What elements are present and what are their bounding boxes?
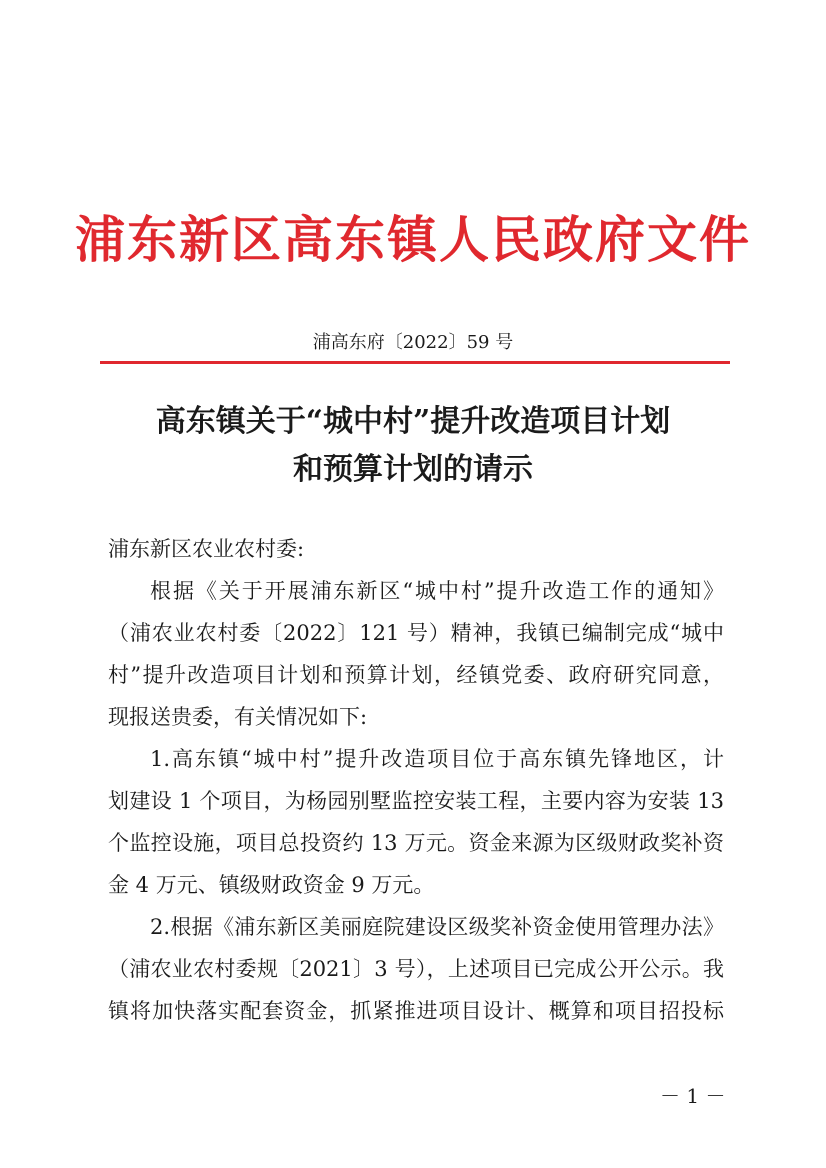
paragraph-line: 1.高东镇“城中村”提升改造项目位于高东镇先锋地区，计 bbox=[150, 747, 724, 771]
page-number: － 1 － bbox=[660, 1084, 726, 1108]
document-title-line-2: 和预算计划的请示 bbox=[293, 452, 533, 487]
paragraph-line: 个监控设施，项目总投资约 13 万元。资金来源为区级财政奖补资 bbox=[108, 831, 724, 855]
paragraph-line: 划建设 1 个项目，为杨园别墅监控安装工程，主要内容为安装 13 bbox=[108, 789, 724, 813]
red-divider-line bbox=[100, 361, 730, 364]
paragraph-line: 镇将加快落实配套资金，抓紧推进项目设计、概算和项目招投标 bbox=[108, 999, 724, 1023]
document-number: 浦高东府〔2022〕59 号 bbox=[312, 332, 514, 353]
document-body bbox=[108, 528, 724, 1032]
paragraph-line: 2.根据《浦东新区美丽庭院建设区级奖补资金使用管理办法》 bbox=[150, 915, 724, 939]
paragraph-line: （浦农业农村委〔2022〕121 号）精神，我镇已编制完成“城中 bbox=[108, 621, 724, 645]
paragraph-line: 现报送贵委，有关情况如下: bbox=[108, 705, 368, 729]
paragraph-line: 根据《关于开展浦东新区“城中村”提升改造工作的通知》 bbox=[150, 579, 724, 603]
issuer-title: 浦东新区高东镇人民政府文件 bbox=[75, 210, 751, 269]
document-title bbox=[0, 398, 826, 494]
paragraph-line: 金 4 万元、镇级财政资金 9 万元。 bbox=[108, 873, 435, 897]
document-title-line-1: 高东镇关于“城中村”提升改造项目计划 bbox=[155, 404, 671, 439]
paragraph-1 bbox=[108, 570, 724, 738]
paragraph-line: 村”提升改造项目计划和预算计划，经镇党委、政府研究同意， bbox=[108, 663, 724, 687]
paragraph-3 bbox=[108, 906, 724, 1032]
paragraph-2 bbox=[108, 738, 724, 906]
salutation: 浦东新区农业农村委: bbox=[108, 537, 305, 561]
paragraph-line: （浦农业农村委规〔2021〕3 号），上述项目已完成公开公示。我 bbox=[108, 957, 724, 981]
